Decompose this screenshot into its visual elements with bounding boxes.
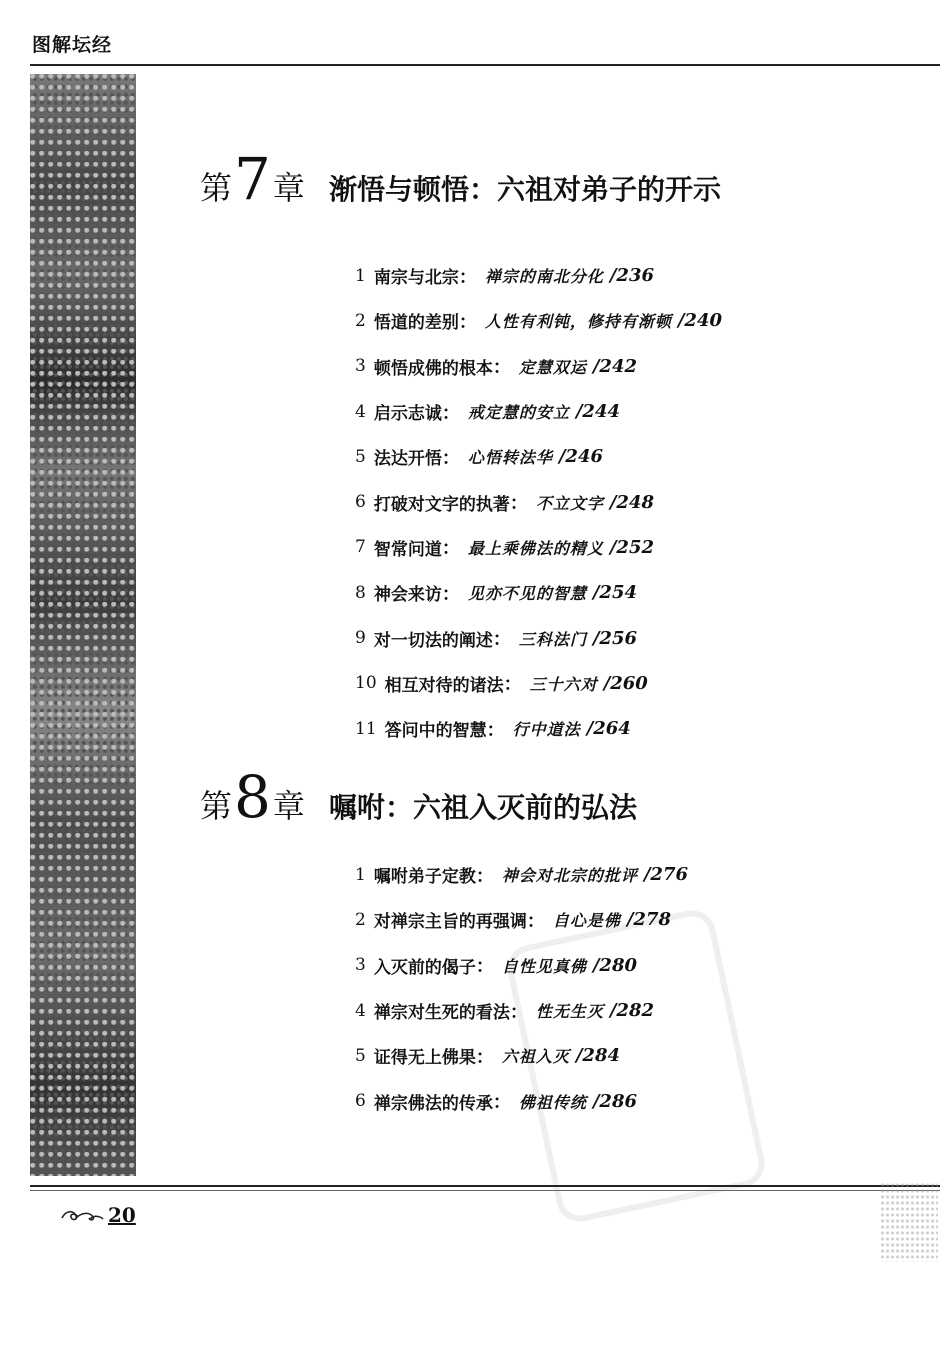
- entry-number: 5: [355, 1045, 366, 1066]
- entry-subtitle: 定慧双运: [518, 357, 587, 377]
- entry-page: /278: [626, 909, 671, 931]
- entry-separator: ：: [475, 1046, 494, 1068]
- entry-separator: ：: [441, 402, 460, 424]
- entry-number: 3: [355, 955, 366, 976]
- entry-title: 答问中的智慧: [384, 721, 487, 742]
- chapter-7-toc: [355, 253, 722, 751]
- entry-page: /254: [592, 582, 637, 604]
- page-footer: [60, 1203, 136, 1227]
- entry-subtitle: 人性有利钝，修持有渐顿: [484, 312, 672, 332]
- entry-title: 禅宗对生死的看法: [373, 1003, 510, 1024]
- entry-number: 3: [355, 356, 366, 377]
- entry-subtitle: 见亦不见的智慧: [467, 584, 587, 604]
- entry-number: 2: [355, 909, 366, 930]
- toc-entry: [355, 434, 722, 479]
- chapter-8-heading: [200, 763, 637, 831]
- entry-page: /284: [575, 1045, 620, 1067]
- cloud-swirl-icon: [60, 1206, 104, 1224]
- toc-entry: [355, 615, 722, 660]
- entry-title: 启示志诚: [373, 404, 442, 425]
- entry-page: /280: [592, 954, 637, 976]
- scan-noise: [880, 1182, 938, 1262]
- toc-entry: [355, 943, 688, 988]
- toc-entry: [355, 661, 722, 706]
- entry-number: 1: [355, 864, 366, 885]
- chapter-title: 渐悟与顿悟：六祖对弟子的开示: [328, 173, 721, 206]
- entry-number: 9: [355, 628, 366, 649]
- entry-title: 证得无上佛果: [373, 1048, 476, 1069]
- entry-subtitle: 性无生灭: [535, 1002, 604, 1022]
- entry-page: /256: [592, 627, 637, 649]
- entry-page: /248: [609, 491, 654, 513]
- toc-entry: [355, 852, 688, 897]
- entry-subtitle: 心悟转法华: [467, 448, 553, 468]
- entry-title: 悟道的差别: [373, 313, 459, 334]
- toc-entry: [355, 253, 722, 298]
- entry-subtitle: 神会对北宗的批评: [501, 866, 638, 886]
- entry-page: /252: [609, 536, 654, 558]
- toc-entry: [355, 389, 722, 434]
- chapter-number: 8: [234, 763, 271, 831]
- toc-entry: [355, 706, 722, 751]
- chapter-prefix: 第: [200, 169, 233, 207]
- entry-number: 4: [355, 401, 366, 422]
- entry-separator: ：: [458, 311, 477, 333]
- entry-subtitle: 佛祖传统: [518, 1092, 587, 1112]
- toc-entry: [355, 479, 722, 524]
- toc-entry: [355, 570, 722, 615]
- entry-separator: ：: [492, 357, 511, 379]
- chapter-suffix: 章: [272, 787, 305, 825]
- toc-entry: [355, 988, 688, 1033]
- entry-subtitle: 最上乘佛法的精义: [467, 538, 604, 558]
- entry-title: 顿悟成佛的根本: [373, 358, 493, 379]
- entry-number: 5: [355, 446, 366, 467]
- entry-subtitle: 六祖入灭: [501, 1047, 570, 1067]
- entry-subtitle: 自心是佛: [552, 911, 621, 931]
- entry-subtitle: 自性见真佛: [501, 956, 587, 976]
- entry-page: /286: [592, 1090, 637, 1112]
- entry-subtitle: 不立文字: [535, 493, 604, 513]
- book-title: 图解坛经: [32, 34, 113, 56]
- entry-separator: ：: [458, 266, 477, 288]
- chapter-prefix: 第: [200, 787, 233, 825]
- entry-title: 打破对文字的执著: [373, 494, 510, 515]
- toc-entry: [355, 897, 688, 942]
- entry-separator: ：: [492, 1092, 511, 1114]
- chapter-8-toc: [355, 852, 688, 1124]
- entry-subtitle: 行中道法: [512, 720, 581, 740]
- entry-page: /264: [586, 718, 631, 740]
- entry-page: /242: [592, 355, 637, 377]
- entry-subtitle: 禅宗的南北分化: [484, 267, 604, 287]
- entry-title: 对禅宗主旨的再强调: [373, 912, 527, 933]
- entry-separator: ：: [441, 583, 460, 605]
- entry-separator: ：: [441, 447, 460, 469]
- entry-title: 智常问道: [373, 539, 442, 560]
- entry-number: 10: [355, 673, 377, 694]
- entry-separator: ：: [475, 956, 494, 978]
- entry-title: 禅宗佛法的传承: [373, 1093, 493, 1114]
- entry-number: 4: [355, 1000, 366, 1021]
- chapter-7-heading: [200, 145, 721, 213]
- toc-entry: [355, 525, 722, 570]
- entry-title: 神会来访: [373, 585, 442, 606]
- entry-page: /276: [643, 864, 688, 886]
- entry-separator: ：: [503, 674, 522, 696]
- chapter-number: 7: [234, 145, 271, 213]
- entry-number: 2: [355, 310, 366, 331]
- entry-separator: ：: [509, 1001, 528, 1023]
- entry-separator: ：: [492, 629, 511, 651]
- entry-title: 嘱咐弟子定教: [373, 867, 476, 888]
- entry-page: /282: [609, 1000, 654, 1022]
- entry-separator: ：: [475, 865, 494, 887]
- entry-title: 入灭前的偈子: [373, 957, 476, 978]
- entry-separator: ：: [509, 493, 528, 515]
- entry-page: /244: [575, 401, 620, 423]
- entry-number: 7: [355, 537, 366, 558]
- page-number: 20: [108, 1203, 136, 1227]
- entry-page: /246: [558, 446, 603, 468]
- header-rule: [30, 64, 940, 66]
- footer-rule-thin: [30, 1190, 940, 1191]
- toc-entry: [355, 344, 722, 389]
- footer-rule: [30, 1185, 940, 1187]
- entry-page: /236: [609, 265, 654, 287]
- entry-number: 8: [355, 582, 366, 603]
- toc-entry: [355, 298, 722, 343]
- toc-entry: [355, 1078, 688, 1123]
- entry-title: 南宗与北宗: [373, 268, 459, 289]
- entry-subtitle: 三科法门: [518, 629, 587, 649]
- toc-entry: [355, 1033, 688, 1078]
- entry-separator: ：: [526, 910, 545, 932]
- entry-number: 6: [355, 492, 366, 513]
- chapter-title: 嘱咐：六祖入灭前的弘法: [328, 791, 637, 824]
- decorative-side-image: [30, 74, 136, 1176]
- entry-title: 相互对待的诸法: [384, 675, 504, 696]
- entry-page: /240: [677, 310, 722, 332]
- chapter-suffix: 章: [272, 169, 305, 207]
- entry-subtitle: 三十六对: [529, 674, 598, 694]
- entry-page: /260: [603, 672, 648, 694]
- entry-number: 1: [355, 265, 366, 286]
- entry-separator: ：: [441, 538, 460, 560]
- entry-title: 对一切法的阐述: [373, 630, 493, 651]
- entry-number: 6: [355, 1091, 366, 1112]
- entry-title: 法达开悟: [373, 449, 442, 470]
- entry-subtitle: 戒定慧的安立: [467, 403, 570, 423]
- entry-separator: ：: [486, 719, 505, 741]
- entry-number: 11: [355, 718, 377, 739]
